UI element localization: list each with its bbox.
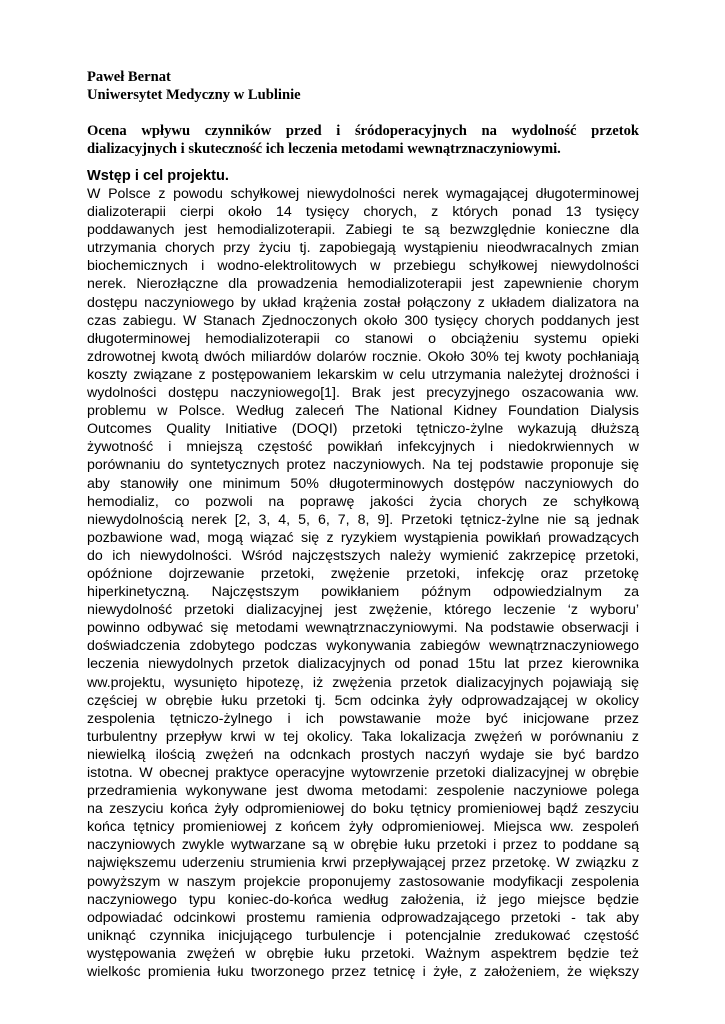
body-line: ww.projektu, wysunięto hipotezę, iż zwężenia przetok dializacyjnych pojawiają się	[87, 674, 639, 691]
body-line: powinno odbywać się metodami wewnątrznaczyniowymi. Na podstawie obserwacji i	[87, 620, 639, 637]
section-heading: Wstęp i cel projektu.	[87, 168, 229, 184]
body-line: leczenia niewydolnych przetok dializacyjnych od ponad 15tu lat przez kierownika	[87, 656, 639, 673]
body-line: odpowiadać odcinkowi prostemu ramienia odprowadzającego przetoki - tak aby	[87, 909, 639, 926]
title-line: dializacyjnych i skuteczność ich leczenia metodami wewnątrznaczyniowymi.	[87, 141, 561, 157]
body-line: dializoterapii cierpi około 14 tysięcy chorych, z których ponad 13 tysięcy	[87, 204, 639, 221]
body-line: czas zabiegu. W Stanach Zjednoczonych około 300 tysięcy chorych poddanych jest	[87, 312, 639, 329]
body-line: powyższym w naszym projekcie proponujemy zastosowanie modyfikacji zespolenia	[87, 873, 639, 890]
body-line: W Polsce z powodu schyłkowej niewydolności nerek wymagającej długoterminowej	[87, 186, 639, 202]
body-line: do ich niewydolności. Wśród najczęstszych należy wymienić zakrzepicę przetoki,	[87, 547, 639, 564]
body-line: koszty związane z postępowaniem lekarskim w celu utrzymania należytej drożności i	[87, 366, 639, 383]
author-affiliation: Uniwersytet Medyczny w Lublinie	[87, 87, 301, 103]
body-line: końca tętnicy promieniowej z końcem żyły odpromieniowej. Miejsca ww. zespoleń	[87, 819, 639, 836]
body-line: opóźnione dojrzewanie przetoki, zwężenie przetoki, infekcję oraz przetokę	[87, 565, 639, 582]
body-line: naczyniowego typu koniec-do-końca według założenia, iż jego miejsce będzie	[87, 891, 639, 908]
body-line: Outcomes Quality Initiative (DOQI) przetoki tętniczo-żylne wykazują dłuższą	[87, 421, 639, 438]
body-line: zespolenia tętniczo-żylnego i ich powstawanie może być inicjowane przez	[87, 710, 639, 727]
document-title	[87, 122, 639, 158]
body-line: aby stanowiły one minimum 50% długoterminowych dostępów naczyniowych do	[87, 475, 639, 492]
document-page	[87, 68, 639, 981]
body-line: wydolności dostępu naczyniowego[1]. Brak jest precyzyjnego oszacowania ww.	[87, 385, 639, 402]
body-line: problemu w Polsce. Według zaleceń The National Kidney Foundation Dialysis	[87, 403, 639, 420]
body-line: występowania zwężeń w obrębie łuku przetoki. Ważnym aspektrem będzie też	[87, 945, 639, 962]
body-line: nerek. Nierozłączne dla prowadzenia hemodializoterapii jest zapewnienie chorym	[87, 276, 639, 293]
body-line: przedramienia wykonywane jest dwoma metodami: zespolenie naczyniowe polega	[87, 783, 639, 800]
body-line: turbulentny przepływ krwi w tej okolicy. Taka lokalizacja zwężeń w porównaniu z	[87, 728, 639, 745]
body-line: utrzymania chorych przy życiu tj. zapobiegają wystąpieniu nieodwracalnych zmian	[87, 240, 639, 257]
body-line: zdrowotnej kwotą dwóch miliardów dolarów rocznie. Około 30% tej kwoty pochłaniają	[87, 348, 639, 365]
body-line: porównaniu do syntetycznych protez naczyniowych. Na tej podstawie proponuje się	[87, 457, 639, 474]
body-line: naczyniowych zwykle wytwarzane są w obrębie łuku przetoki i przez to poddane są	[87, 837, 639, 854]
body-line: poddawanych jest hemodializoterapii. Zabiegi te są bezwzględnie konieczne dla	[87, 222, 639, 239]
body-line: częściej w obrębie łuku przetoki tj. 5cm odcinka żyły odprowadzającej w okolicy	[87, 692, 639, 709]
body-paragraph	[87, 185, 639, 981]
body-line: hiperkinetyczną. Najczęstszym powikłaniem późnym odpowiedzialnym za	[87, 584, 639, 601]
body-line: wielkośc promienia łuku tworzonego przez tetnicę i żyłe, z założeniem, że większy	[87, 964, 639, 981]
body-line: hemodializ, co pozwoli na poprawę jakości życia chorych ze schyłkową	[87, 493, 639, 510]
title-line: Ocena wpływu czynników przed i śródoperacyjnych na wydolność przetok	[87, 123, 639, 139]
body-line: pozbawione wad, mogą wiązać się z ryzykiem wystąpienia powikłań prowadzących	[87, 529, 639, 546]
author-name: Paweł Bernat	[87, 69, 171, 85]
body-line: niewydolnością nerek [2, 3, 4, 5, 6, 7, 8, 9]. Przetoki tętnicz-żylne nie są jednak	[87, 511, 639, 528]
body-line: istotna. W obecnej praktyce operacyjne wytowrzenie przetoki dializacyjnej w obrębie	[87, 765, 639, 781]
body-line: żywotność i mniejszą częstość powikłań infekcyjnych i niedokrwiennych w	[87, 439, 639, 456]
body-line: największemu uderzeniu strumienia krwi przepływającej przez przetokę. W związku z	[87, 855, 639, 872]
body-line: doświadczenia zdobytego podczas wykonywania zabiegów wewnątrznaczyniowego	[87, 638, 639, 655]
body-line: długoterminowej hemodializoterapii co stanowi o obciążeniu systemu opieki	[87, 330, 639, 347]
body-line: niewielką ilością zwężeń na odcnkach prostych naczyń wydaje sie być bardzo	[87, 746, 639, 763]
body-line: niewydolność przetoki dializacyjnej jest zwężenie, którego leczenie ‘z wyboru’	[87, 602, 639, 619]
body-line: biochemicznych i wodno-elektrolitowych w przebiegu schyłkowej niewydolności	[87, 258, 639, 275]
body-line: uniknąć czynnika inicjującego turbulencje i potencjalnie zredukować częstość	[87, 927, 639, 944]
body-line: na zeszyciu końca żyły odpromieniowej do boku tętnicy promieniowej bądź zeszyciu	[87, 801, 639, 818]
body-line: dostępu naczyniowego by układ krążenia został połączony z układem dializatora na	[87, 294, 639, 311]
